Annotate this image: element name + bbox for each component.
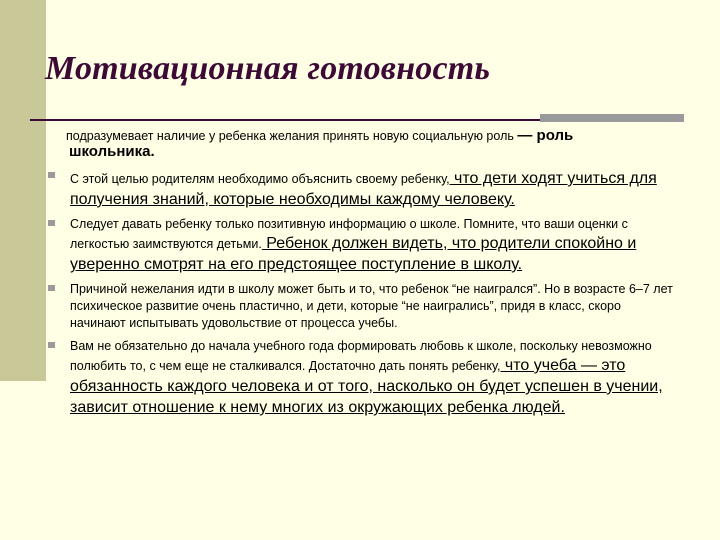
bullet-plain-text: Вам не обязательно до начала учебного года формировать любовь к школе, поскольку невозможно полюбить то, с чем еще не сталкивался. Достаточно дать понять ребенку,	[70, 339, 652, 373]
bullet-suffix: .	[394, 316, 398, 330]
bullet-underlined-text: Ребенок должен видеть, что родители спокойно и уверенно смотрят на его предстоящее поступление в школу.	[70, 235, 637, 273]
bullet-underlined-text: что учеба — это обязанность каждого человека и от того, насколько он будет успешен в учении, зависит отношение к нему многих из окружающих ребенка людей.	[70, 357, 663, 416]
intro-emphasis-2: школьника.	[69, 143, 155, 160]
title-accent-block	[540, 114, 684, 122]
left-decorative-bar	[0, 0, 46, 381]
list-item	[48, 168, 678, 210]
bullet-underlined-text: что дети ходят учиться для получения знаний, которые необходимы каждому человеку.	[70, 170, 657, 208]
list-item	[48, 338, 678, 418]
slide-title: Мотивационная готовность	[45, 50, 491, 87]
intro-emphasis-1: — роль	[517, 127, 574, 144]
square-bullet-icon	[48, 342, 55, 348]
bullet-plain-text: Причиной нежелания идти в школу может быть и то, что ребенок “не наигрался”. Но в возрасте 6–7 лет психическое развитие очень пластично, и дети, которые “не наигрались”, придя в класс, скоро начинают испытывать удовольствие от процесса учебы	[70, 282, 673, 330]
bullet-plain-text: Следует давать ребенку только позитивную информацию о школе. Помните, что ваши оценки с легкостью заимствуются детьми.	[70, 217, 628, 251]
square-bullet-icon	[48, 285, 55, 291]
list-item	[48, 281, 678, 332]
intro-paragraph	[66, 128, 676, 160]
list-item	[48, 216, 678, 275]
square-bullet-icon	[48, 172, 55, 178]
bullet-plain-text: С этой целью родителям необходимо объяснить своему ребенку,	[70, 172, 450, 186]
title-underline-rule	[30, 119, 540, 121]
intro-text: подразумевает наличие у ребенка желания принять новую социальную роль	[66, 129, 514, 143]
square-bullet-icon	[48, 220, 55, 226]
bullet-list	[48, 168, 678, 424]
